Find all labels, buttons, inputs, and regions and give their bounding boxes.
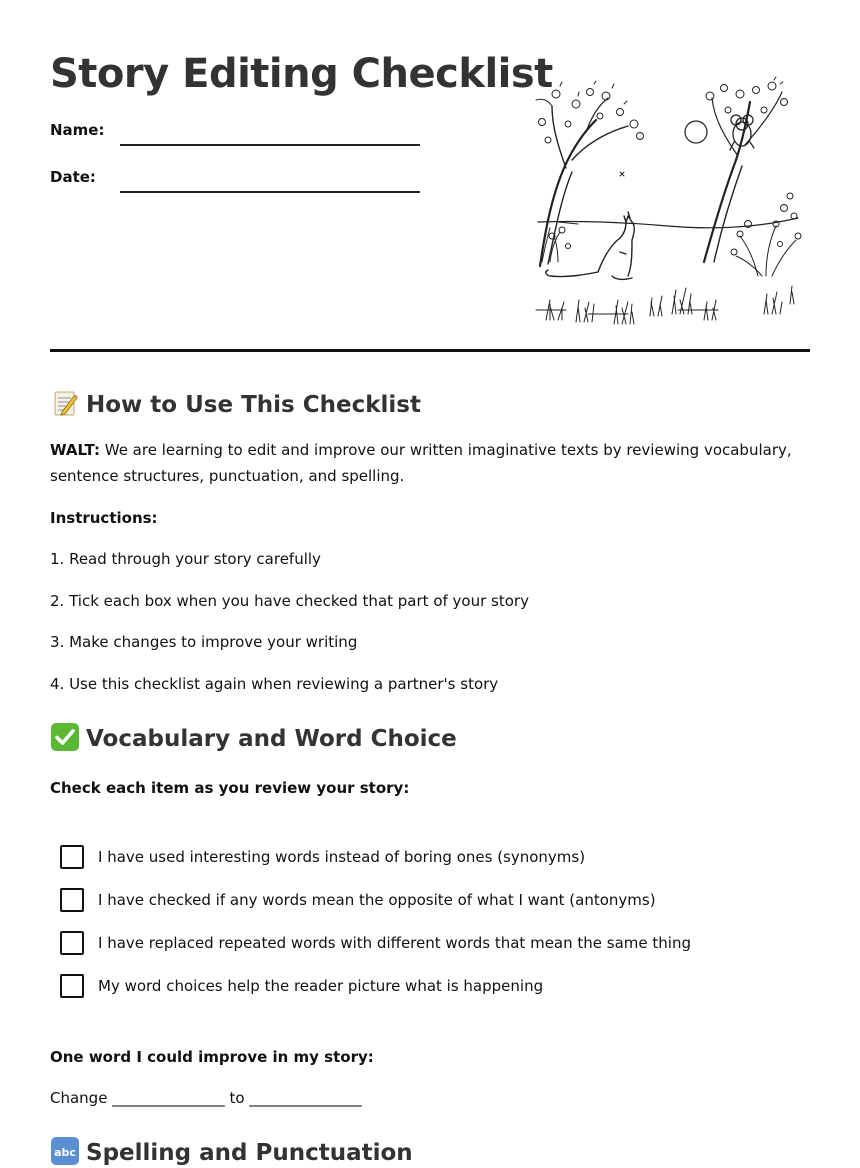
- name-field[interactable]: [50, 120, 430, 150]
- instructions-label: Instructions:: [50, 509, 158, 527]
- name-label: Name:: [50, 121, 105, 139]
- checklist-item-text: My word choices help the reader picture what is happening: [98, 977, 544, 995]
- name-line[interactable]: [120, 144, 420, 146]
- instruction-step: 4. Use this checklist again when reviewing a partner's story: [50, 675, 499, 693]
- checkbox[interactable]: [60, 888, 84, 912]
- instruction-step: 1. Read through your story carefully: [50, 550, 321, 568]
- date-label: Date:: [50, 168, 96, 186]
- spelling-heading-text: Spelling and Punctuation: [86, 1140, 413, 1166]
- checklist-item: [60, 931, 800, 955]
- walt-paragraph: [50, 437, 810, 489]
- abc-input-icon: [50, 1136, 80, 1166]
- vocabulary-heading: [50, 722, 457, 754]
- date-line[interactable]: [120, 191, 420, 193]
- date-field[interactable]: [50, 167, 430, 197]
- check-mark-button-icon: [50, 722, 80, 752]
- checkbox[interactable]: [60, 974, 84, 998]
- header-divider: [50, 349, 810, 352]
- walt-label: WALT:: [50, 441, 100, 459]
- checkbox[interactable]: [60, 931, 84, 955]
- improve-word-label: One word I could improve in my story:: [50, 1048, 374, 1066]
- spelling-heading: [50, 1136, 413, 1168]
- vocabulary-intro: Check each item as you review your story:: [50, 779, 410, 797]
- svg-text:abc: abc: [54, 1146, 76, 1159]
- checklist-item-text: I have checked if any words mean the opposite of what I want (antonyms): [98, 891, 656, 909]
- checklist-item: [60, 888, 800, 912]
- checklist-item: [60, 974, 800, 998]
- checklist-item: [60, 845, 800, 869]
- instruction-step: 2. Tick each box when you have checked that part of your story: [50, 592, 529, 610]
- checklist-item-text: I have used interesting words instead of boring ones (synonyms): [98, 848, 586, 866]
- how-to-heading: [50, 388, 421, 420]
- how-to-heading-text: How to Use This Checklist: [86, 392, 421, 418]
- page-title: Story Editing Checklist: [50, 51, 553, 97]
- memo-icon: [50, 388, 80, 418]
- checklist-item-text: I have replaced repeated words with different words that mean the same thing: [98, 934, 691, 952]
- vocabulary-heading-text: Vocabulary and Word Choice: [86, 726, 457, 752]
- checkbox[interactable]: [60, 845, 84, 869]
- improve-word-line[interactable]: Change _______________ to _______________: [50, 1089, 362, 1107]
- bush-scene-illustration: [528, 76, 810, 332]
- instruction-step: 3. Make changes to improve your writing: [50, 633, 358, 651]
- walt-text: We are learning to edit and improve our written imaginative texts by reviewing vocabulary, sentence structures, punctuation, and spelling.: [50, 441, 792, 485]
